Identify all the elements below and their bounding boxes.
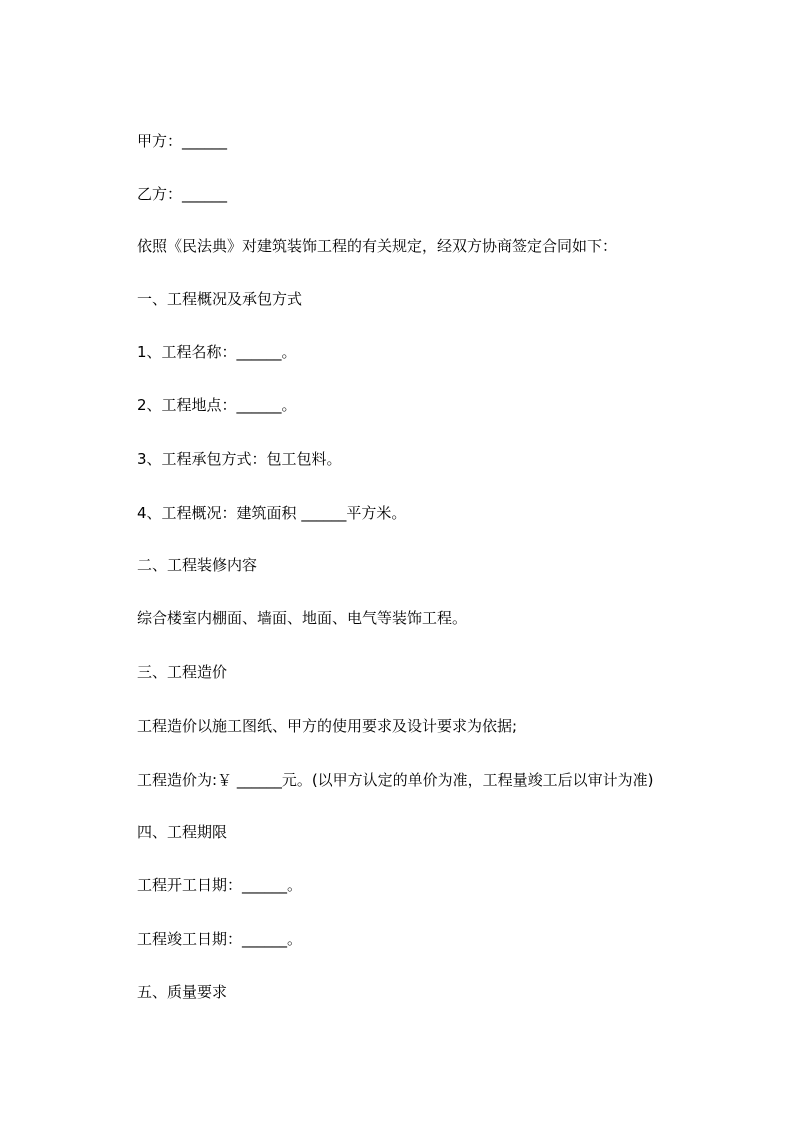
contract-preamble: 依照《民法典》对建筑装饰工程的有关规定，经双方协商签定合同如下： <box>137 237 618 255</box>
completion-date-line: 工程竣工日期：______。 <box>137 930 303 948</box>
cost-amount-line: 工程造价为:￥ ______元。(以甲方认定的单价为准，工程量竣工后以审计为准) <box>137 771 654 789</box>
party-b-line: 乙方：______ <box>137 185 228 203</box>
section-heading-2: 二、工程装修内容 <box>137 556 258 574</box>
project-location-line: 2、工程地点：______。 <box>137 396 297 414</box>
start-date-line: 工程开工日期：______。 <box>137 876 303 894</box>
party-a-line: 甲方：______ <box>137 132 228 150</box>
section-heading-3: 三、工程造价 <box>137 663 228 681</box>
decoration-scope-line: 综合楼室内棚面、墙面、地面、电气等装饰工程。 <box>137 609 468 627</box>
cost-basis-line: 工程造价以施工图纸、甲方的使用要求及设计要求为依据; <box>137 717 518 735</box>
contract-method-line: 3、工程承包方式：包工包料。 <box>137 450 342 468</box>
section-heading-1: 一、工程概况及承包方式 <box>137 290 303 308</box>
section-heading-4: 四、工程期限 <box>137 823 228 841</box>
section-heading-5: 五、质量要求 <box>137 983 228 1001</box>
project-overview-line: 4、工程概况：建筑面积 ______平方米。 <box>137 504 407 522</box>
project-name-line: 1、工程名称：______。 <box>137 343 297 361</box>
